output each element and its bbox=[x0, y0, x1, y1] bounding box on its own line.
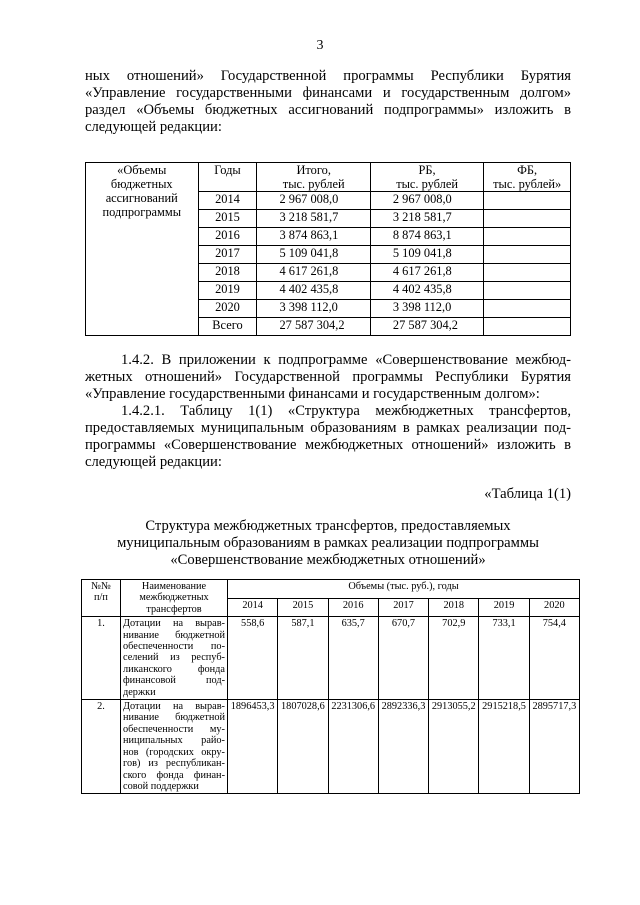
transfers-structure-table bbox=[81, 579, 580, 794]
header-rb-l2: тыс. рублей bbox=[396, 177, 458, 191]
year-cell: 2017 bbox=[198, 246, 257, 264]
header-year: 2017 bbox=[378, 598, 428, 617]
header-name-line: Наименование bbox=[141, 581, 207, 592]
year-cell: 2014 bbox=[198, 192, 257, 210]
row-name-line: нов (городских окру- bbox=[123, 746, 225, 758]
value-cell: 670,7 bbox=[378, 617, 428, 700]
table-caption: «Таблица 1(1) bbox=[484, 486, 571, 502]
total-cell: 3 398 112,0 bbox=[257, 300, 370, 318]
text-line: 1.4.2. В приложении к подпрограмме «Совершенствование межбюд- bbox=[121, 352, 571, 368]
year-cell: 2016 bbox=[198, 228, 257, 246]
table-label-cell bbox=[86, 163, 199, 336]
fb-cell bbox=[484, 300, 571, 318]
text-line: ных отношений» Государственной программы Республики Бурятия bbox=[85, 68, 571, 84]
total-cell: 27 587 304,2 bbox=[257, 318, 370, 336]
header-number bbox=[82, 580, 121, 617]
section-1-4-2-1-paragraph bbox=[85, 403, 571, 471]
rb-cell: 4 402 435,8 bbox=[370, 282, 483, 300]
rb-cell: 3 218 581,7 bbox=[370, 210, 483, 228]
label-line: подпрограммы bbox=[102, 205, 182, 219]
fb-cell bbox=[484, 210, 571, 228]
fb-cell bbox=[484, 318, 571, 336]
row-number: 1. bbox=[82, 617, 121, 700]
text-line: раздел «Объемы бюджетных ассигнований подпрограммы» изложить в bbox=[85, 102, 571, 118]
text-line: следующей редакции: bbox=[85, 454, 222, 470]
table-title bbox=[85, 518, 571, 569]
fb-cell bbox=[484, 282, 571, 300]
header-total bbox=[257, 163, 370, 192]
year-cell: 2020 bbox=[198, 300, 257, 318]
value-cell: 1807028,6 bbox=[278, 700, 328, 794]
text-line: предоставляемых муниципальным образованиям в рамках реализации под- bbox=[85, 420, 571, 436]
value-cell: 702,9 bbox=[429, 617, 479, 700]
header-volumes: Объемы (тыс. руб.), годы bbox=[228, 580, 580, 599]
header-total-l1: Итого, bbox=[296, 163, 331, 177]
header-name-line: межбюджетных bbox=[139, 592, 209, 604]
header-rb bbox=[370, 163, 483, 192]
title-line: муниципальным образованиям в рамках реализации подпрограммы bbox=[117, 535, 539, 551]
header-name-line: трансфертов bbox=[146, 603, 202, 615]
header-number-l2: п/п bbox=[94, 592, 108, 604]
budget-allocation-table bbox=[85, 162, 571, 336]
row-name-line: гов) из республикан- bbox=[123, 758, 225, 770]
rb-cell: 2 967 008,0 bbox=[370, 192, 483, 210]
text-line: 1.4.2.1. Таблицу 1(1) «Структура межбюджетных трансфертов, bbox=[121, 403, 571, 419]
intro-paragraph bbox=[85, 68, 571, 136]
total-cell: 3 218 581,7 bbox=[257, 210, 370, 228]
fb-cell bbox=[484, 192, 571, 210]
row-name bbox=[121, 700, 228, 794]
label-line: ассигнований bbox=[105, 191, 178, 205]
title-line: Структура межбюджетных трансфертов, предоставляемых bbox=[145, 518, 511, 534]
total-cell: 4 402 435,8 bbox=[257, 282, 370, 300]
header-year: 2014 bbox=[228, 598, 278, 617]
text-line: программы «Совершенствование межбюджетных отношений» изложить в bbox=[85, 437, 571, 453]
value-cell: 2915218,5 bbox=[479, 700, 529, 794]
rb-cell: 8 874 863,1 bbox=[370, 228, 483, 246]
value-cell: 558,6 bbox=[228, 617, 278, 700]
fb-cell bbox=[484, 246, 571, 264]
value-cell: 754,4 bbox=[529, 617, 579, 700]
text-line: «Управление государственными финансами и государственным долгом»: bbox=[85, 386, 540, 402]
value-cell: 2913055,2 bbox=[429, 700, 479, 794]
rb-cell: 27 587 304,2 bbox=[370, 318, 483, 336]
fb-cell bbox=[484, 264, 571, 282]
total-cell: 5 109 041,8 bbox=[257, 246, 370, 264]
table-row bbox=[82, 617, 580, 700]
header-name bbox=[121, 580, 228, 617]
value-cell: 2895717,3 bbox=[529, 700, 579, 794]
row-name-line: ского фонда финан- bbox=[123, 769, 225, 781]
row-name-line: обеспеченности по- bbox=[123, 641, 225, 653]
header-year: 2019 bbox=[479, 598, 529, 617]
row-name-line: ниципальных райо- bbox=[123, 735, 225, 747]
row-name-line: нивание бюджетной bbox=[123, 629, 225, 641]
total-cell: 4 617 261,8 bbox=[257, 264, 370, 282]
header-number-l1: №№ bbox=[91, 581, 111, 592]
section-1-4-2-paragraph bbox=[85, 352, 571, 403]
table-row bbox=[82, 700, 580, 794]
row-name-line: селений из респуб- bbox=[123, 652, 225, 664]
text-line: «Управление государственными финансами и государственным долгом» bbox=[85, 85, 571, 101]
row-name-line: обеспеченности му- bbox=[123, 723, 225, 735]
text-line: следующей редакции: bbox=[85, 119, 222, 135]
value-cell: 635,7 bbox=[328, 617, 378, 700]
header-year: 2020 bbox=[529, 598, 579, 617]
row-name-line: Дотации на вырав- bbox=[123, 701, 225, 713]
value-cell: 2892336,3 bbox=[378, 700, 428, 794]
fb-cell bbox=[484, 228, 571, 246]
rb-cell: 3 398 112,0 bbox=[370, 300, 483, 318]
row-name bbox=[121, 617, 228, 700]
row-name-line: ликанского фонда bbox=[123, 663, 225, 675]
row-number: 2. bbox=[82, 700, 121, 794]
label-line: «Объемы bbox=[117, 163, 167, 177]
header-year: 2016 bbox=[328, 598, 378, 617]
row-name-line: держки bbox=[123, 686, 156, 698]
title-line: «Совершенствование межбюджетных отношений» bbox=[170, 552, 486, 568]
header-rb-l1: РБ, bbox=[418, 163, 436, 177]
row-name-line: совой поддержки bbox=[123, 780, 199, 792]
page-number: 3 bbox=[316, 38, 324, 53]
row-name-line: финансовой под- bbox=[123, 675, 225, 687]
value-cell: 733,1 bbox=[479, 617, 529, 700]
year-cell: 2019 bbox=[198, 282, 257, 300]
total-cell: 3 874 863,1 bbox=[257, 228, 370, 246]
header-fb-l1: ФБ, bbox=[517, 163, 538, 177]
header-years: Годы bbox=[198, 163, 257, 192]
header-fb bbox=[484, 163, 571, 192]
total-cell: 2 967 008,0 bbox=[257, 192, 370, 210]
row-name-line: Дотации на вырав- bbox=[123, 618, 225, 630]
year-cell: 2018 bbox=[198, 264, 257, 282]
value-cell: 1896453,3 bbox=[228, 700, 278, 794]
header-year: 2018 bbox=[429, 598, 479, 617]
year-cell: Всего bbox=[198, 318, 257, 336]
header-fb-l2: тыс. рублей» bbox=[493, 177, 562, 191]
value-cell: 2231306,6 bbox=[328, 700, 378, 794]
rb-cell: 5 109 041,8 bbox=[370, 246, 483, 264]
header-total-l2: тыс. рублей bbox=[282, 177, 345, 191]
text-line: жетных отношений» Государственной программы Республики Бурятия bbox=[85, 369, 571, 385]
row-name-line: нивание бюджетной bbox=[123, 712, 225, 724]
rb-cell: 4 617 261,8 bbox=[370, 264, 483, 282]
year-cell: 2015 bbox=[198, 210, 257, 228]
label-line: бюджетных bbox=[110, 177, 173, 191]
header-year: 2015 bbox=[278, 598, 328, 617]
value-cell: 587,1 bbox=[278, 617, 328, 700]
